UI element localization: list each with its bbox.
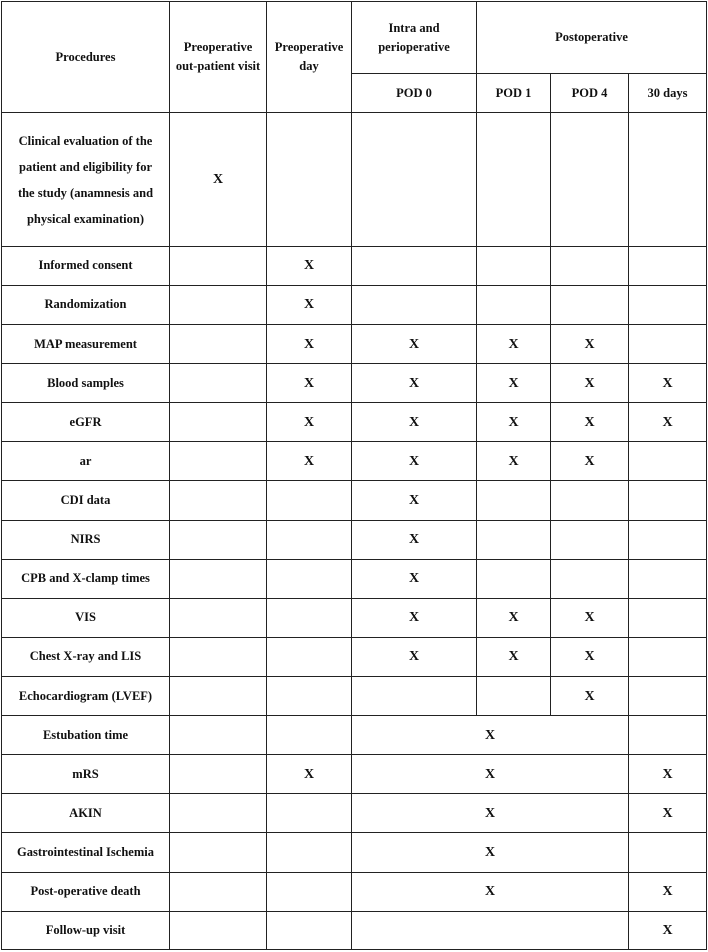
cell-pod0: X bbox=[352, 442, 477, 481]
cell-preop-visit: X bbox=[170, 113, 267, 246]
cell-pod1: X bbox=[477, 637, 551, 676]
cell-preop-day: X bbox=[267, 324, 352, 363]
cell-preop-day: X bbox=[267, 755, 352, 794]
cell-pod4 bbox=[551, 481, 629, 520]
cell-30-days bbox=[629, 676, 707, 715]
procedure-label: Randomization bbox=[2, 285, 170, 324]
table-row bbox=[2, 442, 707, 481]
table-row bbox=[2, 285, 707, 324]
table-row bbox=[2, 559, 707, 598]
table-row bbox=[2, 481, 707, 520]
cell-preop-visit bbox=[170, 520, 267, 559]
cell-pod4: X bbox=[551, 637, 629, 676]
cell-preop-day bbox=[267, 637, 352, 676]
cell-preop-day bbox=[267, 794, 352, 833]
cell-30-days bbox=[629, 716, 707, 755]
cell-pod4: X bbox=[551, 324, 629, 363]
cell-pod0: X bbox=[352, 520, 477, 559]
table-row bbox=[2, 872, 707, 911]
cell-preop-visit bbox=[170, 442, 267, 481]
cell-pod0: X bbox=[352, 403, 477, 442]
cell-preop-visit bbox=[170, 285, 267, 324]
cell-preop-day bbox=[267, 481, 352, 520]
table-row bbox=[2, 911, 707, 949]
cell-preop-visit bbox=[170, 872, 267, 911]
cell-pod1: X bbox=[477, 442, 551, 481]
cell-pod1: X bbox=[477, 598, 551, 637]
cell-preop-visit bbox=[170, 559, 267, 598]
procedure-label: AKIN bbox=[2, 794, 170, 833]
header-preop-day: Preoperative day bbox=[267, 2, 352, 113]
cell-preop-day: X bbox=[267, 246, 352, 285]
cell-pod0 bbox=[352, 113, 477, 246]
cell-preop-visit bbox=[170, 598, 267, 637]
cell-preop-day bbox=[267, 520, 352, 559]
cell-30-days: X bbox=[629, 403, 707, 442]
cell-pod4: X bbox=[551, 442, 629, 481]
table-row bbox=[2, 637, 707, 676]
cell-pod4: X bbox=[551, 676, 629, 715]
cell-30-days bbox=[629, 481, 707, 520]
cell-preop-visit bbox=[170, 755, 267, 794]
procedure-label: ar bbox=[2, 442, 170, 481]
procedure-label: Echocardiogram (LVEF) bbox=[2, 676, 170, 715]
cell-preop-day bbox=[267, 716, 352, 755]
cell-pod0-to-pod4: X bbox=[352, 872, 629, 911]
cell-pod4: X bbox=[551, 598, 629, 637]
cell-30-days bbox=[629, 637, 707, 676]
procedure-label: MAP measurement bbox=[2, 324, 170, 363]
cell-preop-visit bbox=[170, 833, 267, 872]
cell-pod1 bbox=[477, 113, 551, 246]
table-row bbox=[2, 755, 707, 794]
cell-pod0: X bbox=[352, 598, 477, 637]
cell-pod1: X bbox=[477, 403, 551, 442]
cell-pod0: X bbox=[352, 481, 477, 520]
cell-30-days bbox=[629, 113, 707, 246]
cell-30-days bbox=[629, 520, 707, 559]
cell-30-days: X bbox=[629, 911, 707, 949]
cell-pod0 bbox=[352, 676, 477, 715]
header-pod0: POD 0 bbox=[352, 74, 477, 113]
cell-30-days: X bbox=[629, 364, 707, 403]
table-row bbox=[2, 113, 707, 246]
cell-preop-visit bbox=[170, 676, 267, 715]
cell-pod0: X bbox=[352, 637, 477, 676]
cell-preop-visit bbox=[170, 794, 267, 833]
cell-pod1: X bbox=[477, 324, 551, 363]
cell-30-days: X bbox=[629, 794, 707, 833]
cell-preop-day bbox=[267, 833, 352, 872]
cell-pod0-to-pod4: X bbox=[352, 755, 629, 794]
cell-preop-day bbox=[267, 559, 352, 598]
cell-preop-day bbox=[267, 911, 352, 949]
cell-pod0-to-pod4: X bbox=[352, 794, 629, 833]
cell-preop-day: X bbox=[267, 442, 352, 481]
cell-preop-day bbox=[267, 598, 352, 637]
cell-pod1: X bbox=[477, 364, 551, 403]
procedure-label: Estubation time bbox=[2, 716, 170, 755]
procedure-label: CDI data bbox=[2, 481, 170, 520]
cell-pod0-to-pod4: X bbox=[352, 716, 629, 755]
table-row bbox=[2, 598, 707, 637]
cell-preop-visit bbox=[170, 637, 267, 676]
cell-preop-day bbox=[267, 676, 352, 715]
cell-pod1 bbox=[477, 520, 551, 559]
cell-pod4 bbox=[551, 285, 629, 324]
cell-30-days bbox=[629, 324, 707, 363]
header-30-days: 30 days bbox=[629, 74, 707, 113]
procedure-label: mRS bbox=[2, 755, 170, 794]
table-row bbox=[2, 716, 707, 755]
cell-30-days bbox=[629, 833, 707, 872]
cell-pod4 bbox=[551, 113, 629, 246]
cell-30-days bbox=[629, 285, 707, 324]
table-row bbox=[2, 324, 707, 363]
cell-30-days bbox=[629, 442, 707, 481]
procedure-label: VIS bbox=[2, 598, 170, 637]
cell-preop-day: X bbox=[267, 403, 352, 442]
cell-30-days bbox=[629, 598, 707, 637]
procedure-label: CPB and X-clamp times bbox=[2, 559, 170, 598]
cell-pod1 bbox=[477, 481, 551, 520]
table-row bbox=[2, 833, 707, 872]
header-procedures: Procedures bbox=[2, 2, 170, 113]
cell-pod0: X bbox=[352, 324, 477, 363]
cell-preop-visit bbox=[170, 481, 267, 520]
cell-pod4 bbox=[551, 520, 629, 559]
header-preop-visit: Preoperative out-patient visit bbox=[170, 2, 267, 113]
study-schedule-table bbox=[1, 1, 707, 950]
cell-preop-day bbox=[267, 872, 352, 911]
cell-pod1 bbox=[477, 559, 551, 598]
cell-preop-visit bbox=[170, 324, 267, 363]
cell-pod0: X bbox=[352, 364, 477, 403]
header-pod1: POD 1 bbox=[477, 74, 551, 113]
table-row bbox=[2, 794, 707, 833]
procedure-label: Informed consent bbox=[2, 246, 170, 285]
procedure-label: Blood samples bbox=[2, 364, 170, 403]
cell-preop-day bbox=[267, 113, 352, 246]
cell-pod4: X bbox=[551, 364, 629, 403]
table-row bbox=[2, 364, 707, 403]
cell-pod0-to-pod4: X bbox=[352, 833, 629, 872]
cell-preop-visit bbox=[170, 364, 267, 403]
cell-preop-visit bbox=[170, 403, 267, 442]
table-row bbox=[2, 520, 707, 559]
procedure-label: Clinical evaluation of the patient and eligibility for the study (anamnesis and physical examination) bbox=[2, 113, 170, 246]
header-postoperative: Postoperative bbox=[477, 2, 707, 74]
procedure-label: eGFR bbox=[2, 403, 170, 442]
procedure-label: Gastrointestinal Ischemia bbox=[2, 833, 170, 872]
cell-pod4 bbox=[551, 246, 629, 285]
cell-pod1 bbox=[477, 285, 551, 324]
cell-pod4 bbox=[551, 559, 629, 598]
table-row bbox=[2, 246, 707, 285]
cell-preop-day: X bbox=[267, 364, 352, 403]
header-pod4: POD 4 bbox=[551, 74, 629, 113]
cell-pod1 bbox=[477, 246, 551, 285]
cell-pod0 bbox=[352, 285, 477, 324]
procedure-label: Post-operative death bbox=[2, 872, 170, 911]
header-intra-perioperative: Intra and perioperative bbox=[352, 2, 477, 74]
cell-pod0 bbox=[352, 246, 477, 285]
procedure-label: NIRS bbox=[2, 520, 170, 559]
cell-pod0: X bbox=[352, 559, 477, 598]
cell-30-days bbox=[629, 246, 707, 285]
cell-30-days: X bbox=[629, 872, 707, 911]
table-row bbox=[2, 676, 707, 715]
table-row bbox=[2, 403, 707, 442]
cell-30-days: X bbox=[629, 755, 707, 794]
cell-preop-visit bbox=[170, 246, 267, 285]
cell-pod0-to-pod4 bbox=[352, 911, 629, 949]
procedure-label: Follow-up visit bbox=[2, 911, 170, 949]
cell-preop-visit bbox=[170, 716, 267, 755]
cell-pod4: X bbox=[551, 403, 629, 442]
cell-preop-visit bbox=[170, 911, 267, 949]
procedure-label: Chest X-ray and LIS bbox=[2, 637, 170, 676]
cell-30-days bbox=[629, 559, 707, 598]
cell-pod1 bbox=[477, 676, 551, 715]
cell-preop-day: X bbox=[267, 285, 352, 324]
